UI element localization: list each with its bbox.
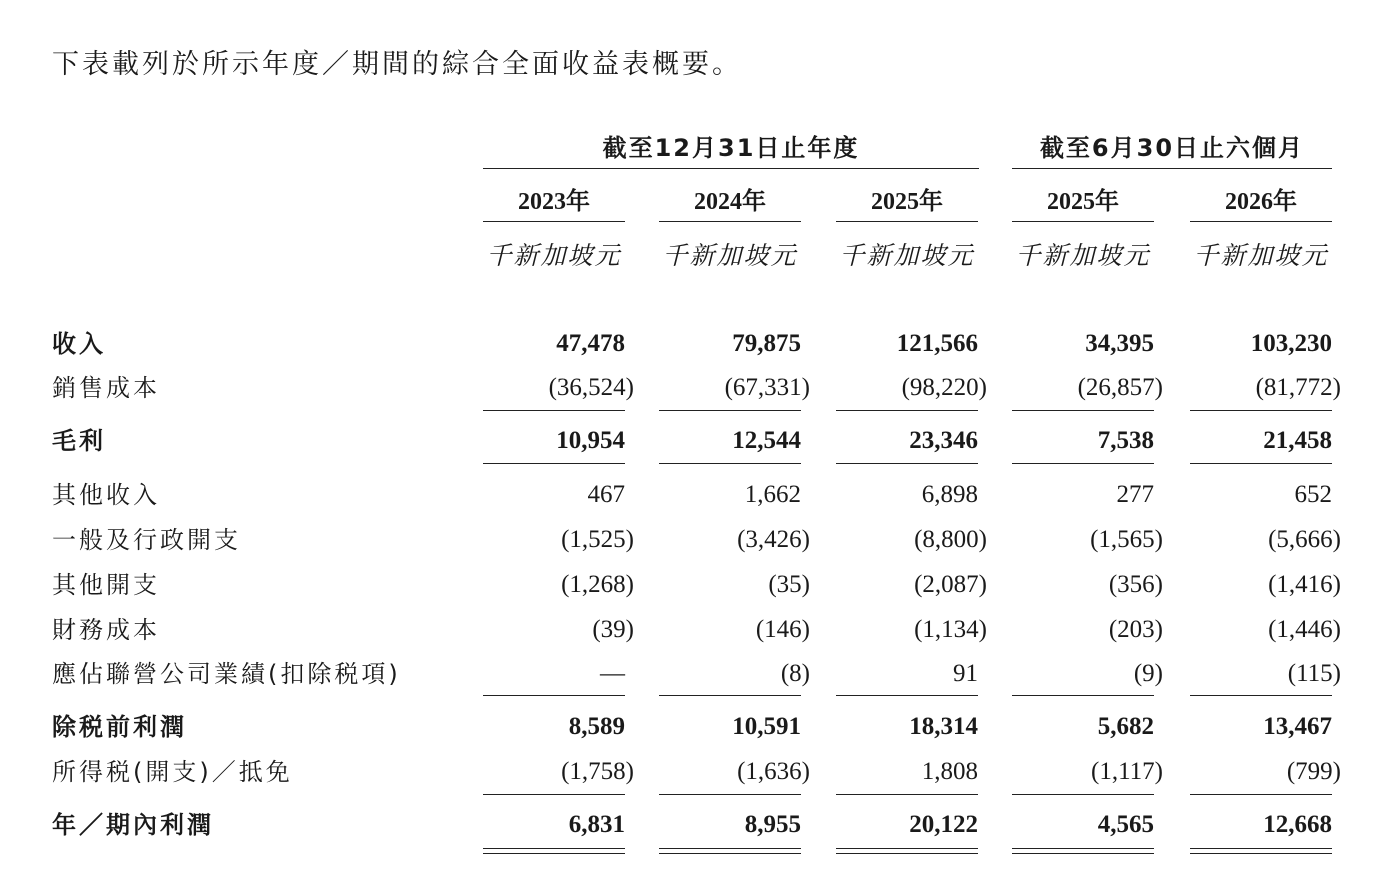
table-row <box>0 324 1380 364</box>
cell-value: (5,666) <box>1268 526 1341 553</box>
cell-value: (1,565) <box>1090 526 1163 553</box>
column-year-1: 2023年 <box>483 183 625 222</box>
cell-value: 12,544 <box>732 427 801 454</box>
row-label: 財務成本 <box>52 616 160 644</box>
cell-value: (26,857) <box>1077 374 1163 401</box>
cell-value: (1,134) <box>914 616 987 643</box>
row-label: 收入 <box>52 330 106 358</box>
subtotal-rule <box>483 463 625 464</box>
cell-value: 103,230 <box>1250 330 1332 357</box>
table-row <box>0 654 1380 694</box>
cell-value: 10,954 <box>556 427 625 454</box>
subtotal-rule <box>483 410 625 411</box>
cell-value: (1,268) <box>561 571 634 598</box>
cell-value: (146) <box>755 616 810 643</box>
cell-value: 47,478 <box>556 330 625 357</box>
total-double-rule <box>1190 848 1332 854</box>
cell-value: 121,566 <box>896 330 978 357</box>
cell-value: (356) <box>1108 571 1163 598</box>
subtotal-rule <box>836 794 978 795</box>
subtotal-rule <box>1190 410 1332 411</box>
subtotal-rule <box>483 794 625 795</box>
row-label: 應佔聯營公司業績(扣除税項) <box>52 660 401 688</box>
column-year-3: 2025年 <box>836 183 978 222</box>
cell-value: 1,808 <box>921 758 978 785</box>
row-label: 銷售成本 <box>52 374 160 402</box>
table-row <box>0 707 1380 747</box>
row-label: 所得税(開支)／抵免 <box>52 758 293 786</box>
cell-value: 34,395 <box>1085 330 1154 357</box>
cell-value: (1,636) <box>737 758 810 785</box>
cell-value: (1,446) <box>1268 616 1341 643</box>
cell-value: 20,122 <box>909 811 978 838</box>
cell-value: (39) <box>592 616 634 643</box>
cell-value: (8,800) <box>914 526 987 553</box>
cell-value: 21,458 <box>1263 427 1332 454</box>
cell-value: 12,668 <box>1263 811 1332 838</box>
total-double-rule <box>483 848 625 854</box>
table-row <box>0 520 1380 560</box>
cell-value: 6,831 <box>568 811 625 838</box>
cell-value: (799) <box>1286 758 1341 785</box>
cell-value: 1,662 <box>744 481 801 508</box>
intro-sentence: 下表載列於所示年度／期間的綜合全面收益表概要。 <box>52 49 742 80</box>
cell-value: (1,117) <box>1091 758 1163 785</box>
cell-value: (203) <box>1108 616 1163 643</box>
cell-value: 5,682 <box>1097 713 1154 740</box>
cell-value: 10,591 <box>732 713 801 740</box>
column-year-2: 2024年 <box>659 183 801 222</box>
cell-value: (98,220) <box>901 374 987 401</box>
cell-value: — <box>600 660 625 687</box>
total-double-rule <box>659 848 801 854</box>
group-header-annual: 截至12月31日止年度 <box>483 128 979 169</box>
cell-value: (2,087) <box>914 571 987 598</box>
cell-value: (67,331) <box>724 374 810 401</box>
subtotal-rule <box>659 794 801 795</box>
cell-value: (8) <box>780 660 810 687</box>
row-label: 年／期內利潤 <box>52 811 214 839</box>
cell-value: (1,525) <box>561 526 634 553</box>
column-year-4: 2025年 <box>1012 183 1154 222</box>
cell-value: (81,772) <box>1255 374 1341 401</box>
subtotal-rule <box>1012 794 1154 795</box>
row-label: 其他開支 <box>52 571 160 599</box>
cell-value: (3,426) <box>737 526 810 553</box>
cell-value: 652 <box>1294 481 1332 508</box>
cell-value: (35) <box>768 571 810 598</box>
column-unit-2: 千新加坡元 <box>662 241 798 270</box>
row-label: 除税前利潤 <box>52 713 187 741</box>
table-row <box>0 610 1380 650</box>
group-header-six-months: 截至6月30日止六個月 <box>1012 128 1332 169</box>
cell-value: 7,538 <box>1097 427 1154 454</box>
table-row <box>0 421 1380 461</box>
cell-value: 8,955 <box>744 811 801 838</box>
cell-value: 18,314 <box>909 713 978 740</box>
cell-value: (36,524) <box>548 374 634 401</box>
cell-value: 4,565 <box>1097 811 1154 838</box>
column-year-5: 2026年 <box>1190 183 1332 222</box>
cell-value: 13,467 <box>1263 713 1332 740</box>
cell-value: (1,758) <box>561 758 634 785</box>
subtotal-rule <box>659 463 801 464</box>
column-unit-1: 千新加坡元 <box>486 241 622 270</box>
total-double-rule <box>1012 848 1154 854</box>
subtotal-rule <box>836 463 978 464</box>
column-unit-3: 千新加坡元 <box>839 241 975 270</box>
cell-value: 8,589 <box>568 713 625 740</box>
cell-value: 277 <box>1116 481 1154 508</box>
column-unit-5: 千新加坡元 <box>1193 241 1329 270</box>
table-row <box>0 565 1380 605</box>
cell-value: 23,346 <box>909 427 978 454</box>
cell-value: 6,898 <box>921 481 978 508</box>
subtotal-rule <box>1012 410 1154 411</box>
table-row <box>0 475 1380 515</box>
row-label: 其他收入 <box>52 481 160 509</box>
cell-value: (115) <box>1287 660 1341 687</box>
subtotal-rule <box>836 695 978 696</box>
subtotal-rule <box>836 410 978 411</box>
cell-value: 467 <box>587 481 625 508</box>
subtotal-rule <box>483 695 625 696</box>
table-row <box>0 805 1380 845</box>
subtotal-rule <box>1190 794 1332 795</box>
cell-value: (9) <box>1133 660 1163 687</box>
total-double-rule <box>836 848 978 854</box>
cell-value: 79,875 <box>732 330 801 357</box>
subtotal-rule <box>1012 463 1154 464</box>
subtotal-rule <box>659 695 801 696</box>
subtotal-rule <box>1190 695 1332 696</box>
row-label: 毛利 <box>52 427 106 455</box>
cell-value: (1,416) <box>1268 571 1341 598</box>
subtotal-rule <box>659 410 801 411</box>
subtotal-rule <box>1190 463 1332 464</box>
table-row <box>0 368 1380 408</box>
row-label: 一般及行政開支 <box>52 526 241 554</box>
subtotal-rule <box>1012 695 1154 696</box>
column-unit-4: 千新加坡元 <box>1015 241 1151 270</box>
cell-value: 91 <box>953 660 978 687</box>
table-row <box>0 752 1380 792</box>
